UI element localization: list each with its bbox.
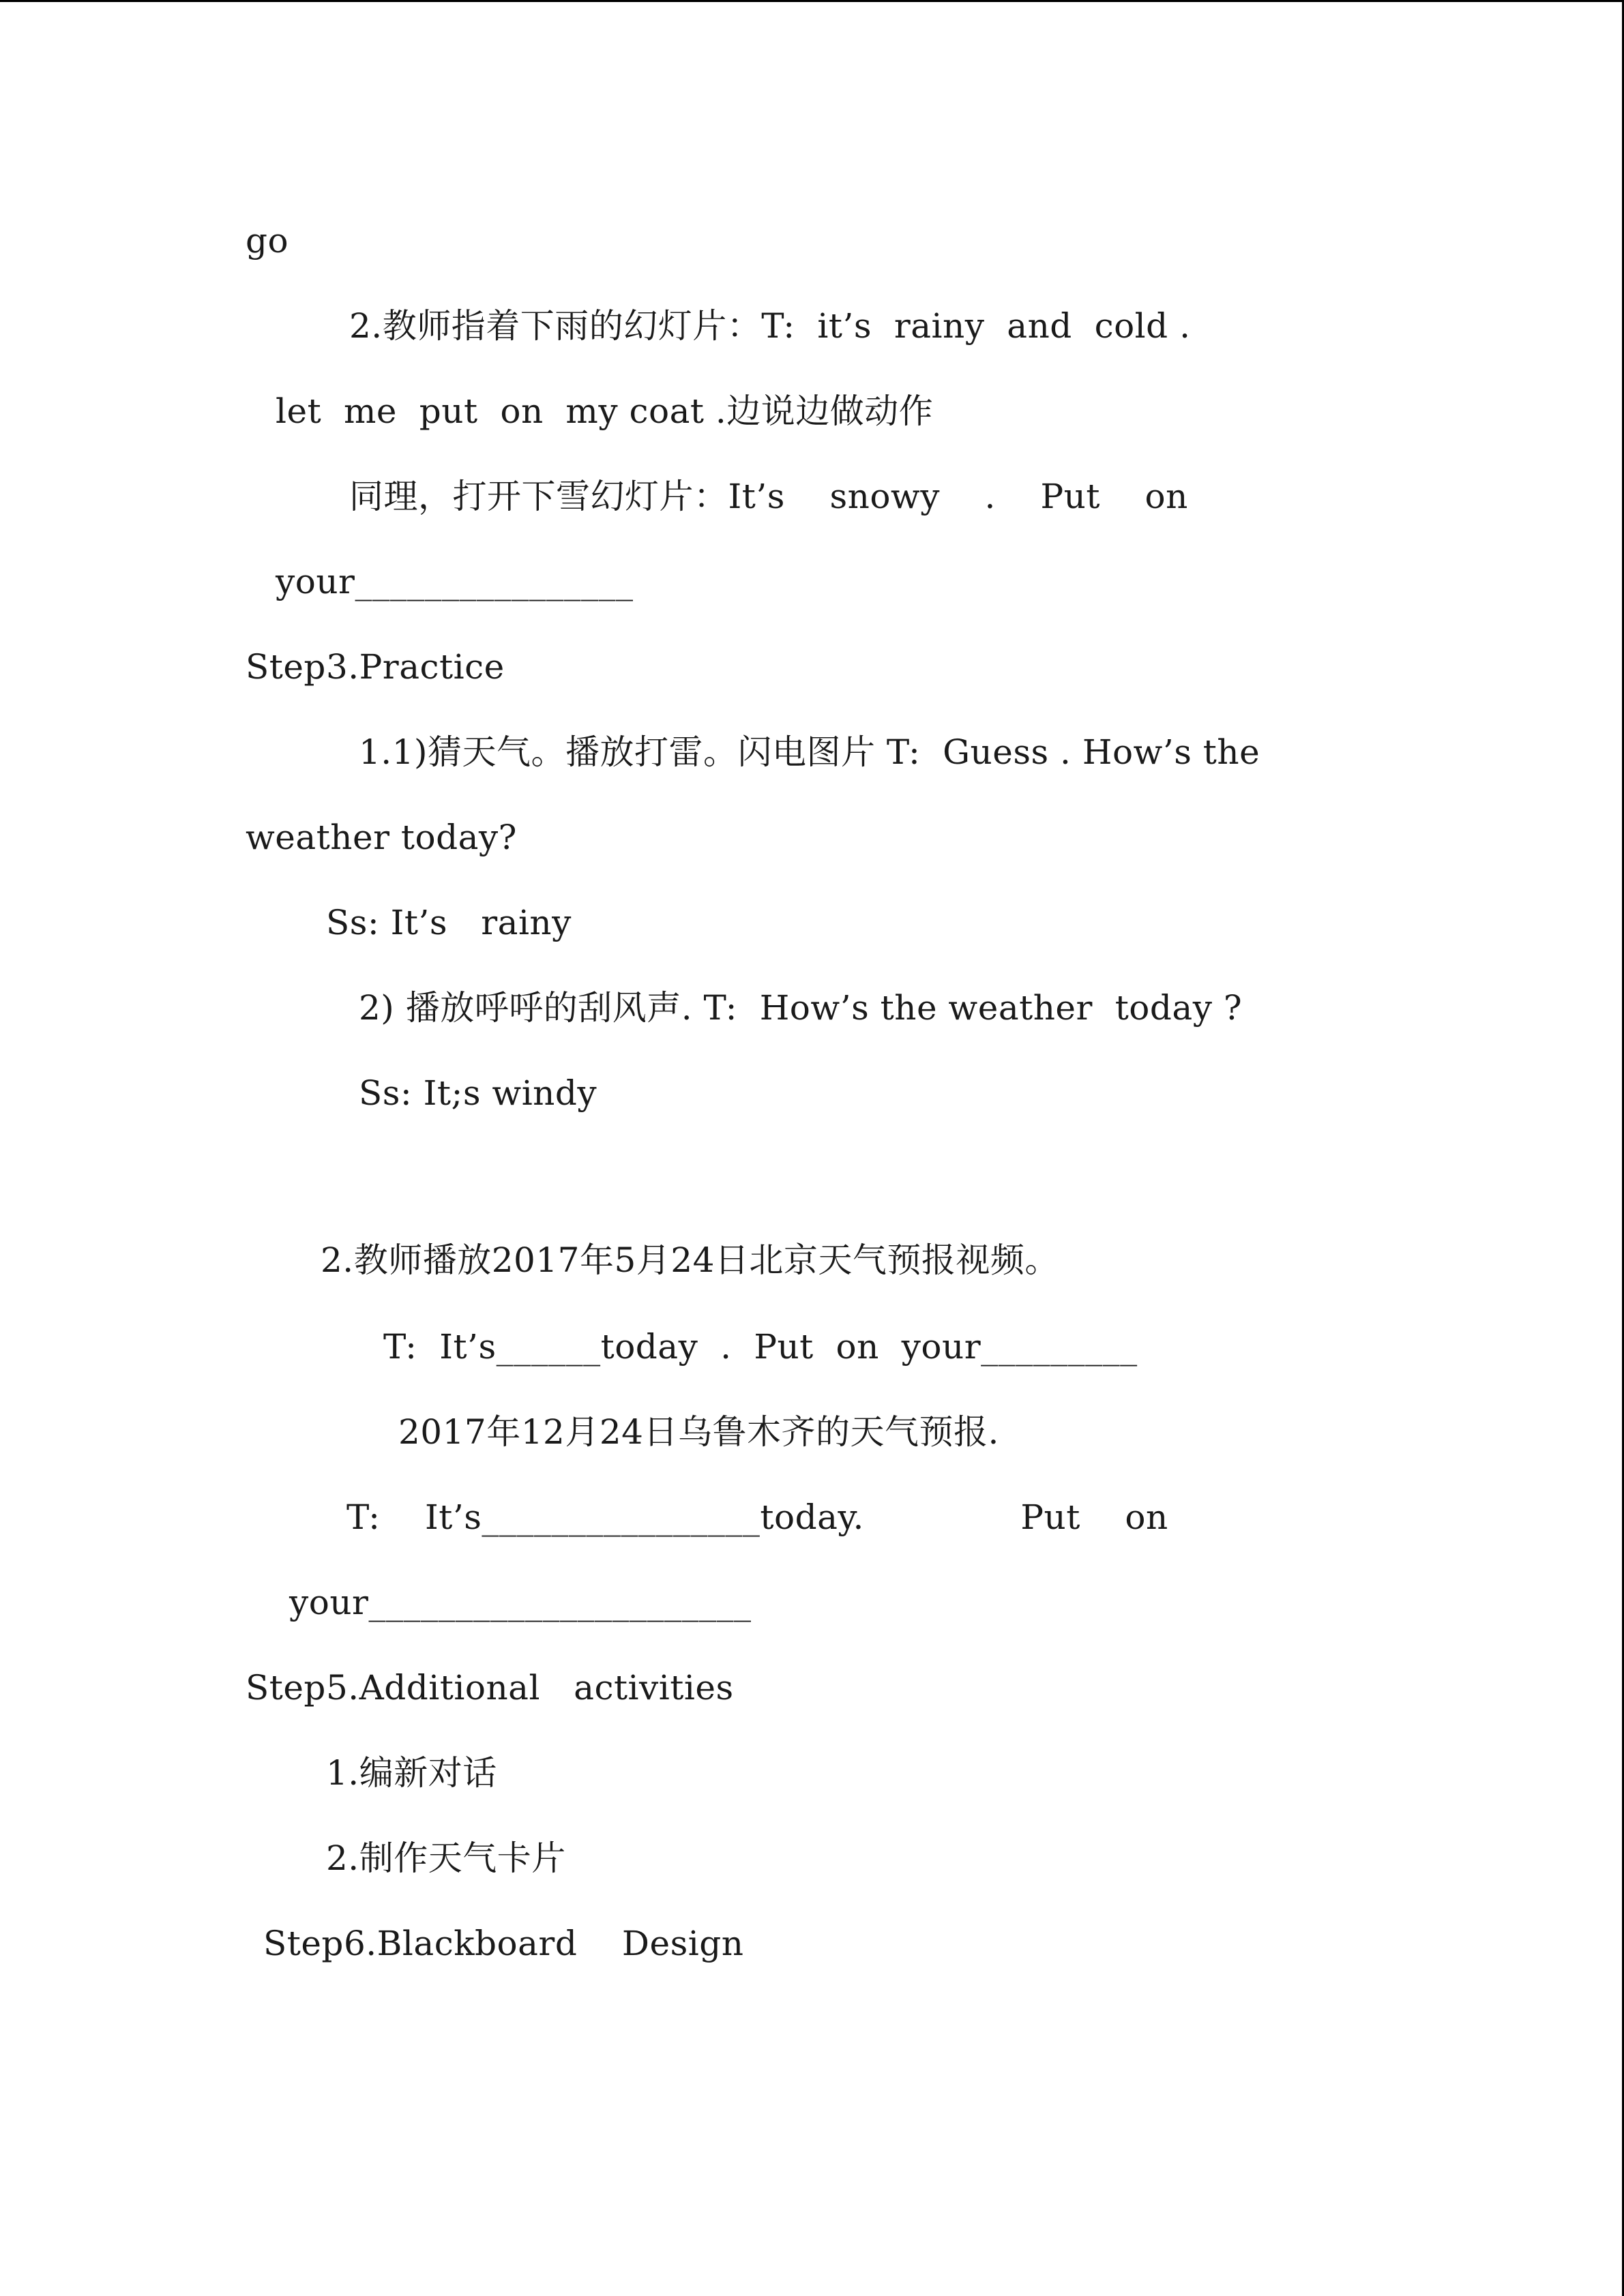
section-heading: Step6.Blackboard Design: [263, 1924, 744, 1963]
text-line: 1.编新对话: [326, 1753, 497, 1793]
text-line: 1.1)猜天气。播放打雷。闪电图片 T: Guess . How’s the: [359, 732, 1260, 772]
text-line: 2.制作天气卡片: [326, 1838, 566, 1878]
text-line: T: It’s________________today. Put on: [346, 1497, 1168, 1537]
text-line: 2.教师指着下雨的幻灯片：T: it’s rainy and cold .: [349, 306, 1191, 346]
text-line: Ss: It’s rainy: [326, 903, 572, 942]
text-line: 2.教师播放2017年5月24日北京天气预报视频。: [321, 1240, 1059, 1280]
page-border-top: [0, 0, 1624, 2]
text-line: weather today?: [246, 818, 517, 857]
text-line: 同理，打开下雪幻灯片：It’s snowy . Put on: [349, 477, 1188, 516]
text-line: go: [246, 221, 289, 260]
text-line: 2017年12月24日乌鲁木齐的天气预报.: [398, 1412, 999, 1452]
text-line: let me put on my coat .边说边做动作: [276, 391, 934, 431]
text-line: your________________: [276, 562, 634, 601]
section-heading: Step3.Practice: [246, 647, 505, 687]
text-line: Ss: It;s windy: [359, 1073, 597, 1113]
text-line: 2) 播放呼呼的刮风声. T: How’s the weather today ?: [359, 988, 1243, 1028]
text-line: T: It’s______today . Put on your_________: [383, 1327, 1138, 1367]
text-line: your______________________: [289, 1583, 752, 1622]
section-heading: Step5.Additional activities: [246, 1668, 734, 1708]
